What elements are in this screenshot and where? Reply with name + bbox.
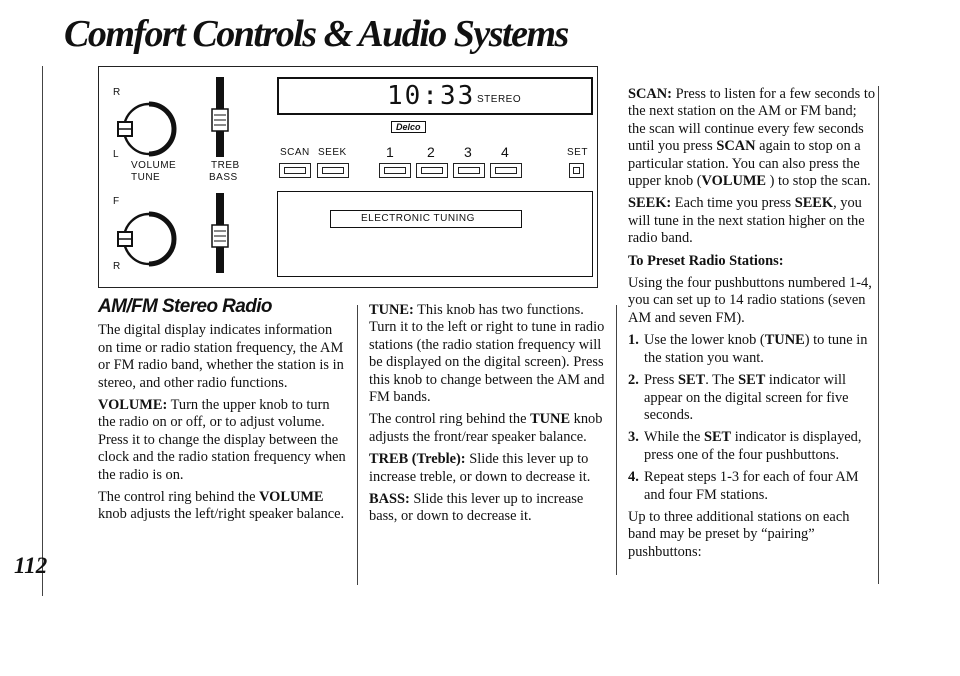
step-text-c: indicator is displayed, press one of the four pushbuttons. xyxy=(644,429,862,463)
volume-label: VOLUME xyxy=(131,160,177,171)
step-text-a: Press xyxy=(644,372,678,389)
step-text xyxy=(644,372,876,424)
scan-text-1: Press to listen for a few seconds to the next station on the AM or FM band; the scan will continue every few seconds until you press xyxy=(628,86,876,155)
step-number: 1. xyxy=(628,332,639,349)
bass-term: BASS: xyxy=(369,491,410,508)
bass-paragraph xyxy=(369,491,609,526)
step-item xyxy=(628,372,876,424)
step-term: SET xyxy=(677,372,706,389)
tune-knob xyxy=(113,203,183,273)
right-column xyxy=(628,86,876,566)
knob-label-l: L xyxy=(113,149,120,160)
step-number: 3. xyxy=(628,429,639,446)
left-margin-rule xyxy=(42,66,43,596)
bass-slider xyxy=(207,191,233,275)
preset-label-3: 3 xyxy=(464,144,473,160)
step-term: TUNE xyxy=(764,332,805,349)
step-text-e: indicator will appear on the digital screen for five seconds. xyxy=(644,372,849,423)
knob-label-r-bottom: R xyxy=(113,261,121,272)
bass-label: BASS xyxy=(209,172,238,183)
preset-button-4 xyxy=(490,163,522,178)
step-text: Repeat steps 1-3 for each of four AM and four FM stations. xyxy=(644,469,859,503)
cassette-door xyxy=(277,191,593,277)
preset-button-2 xyxy=(416,163,448,178)
fade-text-pre: The control ring behind the xyxy=(369,411,531,428)
tune-paragraph xyxy=(369,302,609,406)
balance-text-post: knob adjusts the left/right speaker balance. xyxy=(98,506,345,523)
clock-readout: 10:33 xyxy=(387,81,476,111)
seek-label: SEEK xyxy=(318,147,347,158)
scan-text-2: again to stop on a particular station. You can also press the upper knob ( xyxy=(628,138,861,190)
treble-paragraph xyxy=(369,451,609,486)
step-item xyxy=(628,469,876,504)
volume-term: VOLUME: xyxy=(98,397,168,414)
stereo-indicator: STEREO xyxy=(477,94,522,105)
fade-paragraph xyxy=(369,411,609,446)
scan-text-3: ) to stop the scan. xyxy=(766,173,871,190)
preset-heading: To Preset Radio Stations: xyxy=(628,252,784,269)
fade-text-post: knob adjusts the front/rear speaker balance. xyxy=(369,411,603,445)
treble-text: Slide this lever up to increase treble, or down to decrease it. xyxy=(369,451,591,485)
scan-paragraph xyxy=(628,86,876,190)
cassette-brand-label: ELECTRONIC TUNING xyxy=(361,213,475,224)
balance-text-pre: The control ring behind the xyxy=(98,489,260,506)
radio-illustration xyxy=(98,66,598,288)
step-text-c: ) to tune in the station you want. xyxy=(644,332,868,366)
tune-label: TUNE xyxy=(131,172,161,183)
volume-paragraph xyxy=(98,397,350,484)
step-text xyxy=(644,429,876,464)
seek-paragraph xyxy=(628,195,876,247)
set-button xyxy=(569,163,584,178)
balance-paragraph xyxy=(98,489,350,524)
tune-text: This knob has two functions. Turn it to the left or right to tune in radio stations (the radio station frequency will be displayed on the digital screen). Press this knob to change between the AM and FM bands. xyxy=(369,302,605,406)
tune-term: TUNE: xyxy=(369,302,414,318)
left-column xyxy=(98,298,350,529)
column-rule-1 xyxy=(357,305,358,585)
preset-button-1 xyxy=(379,163,411,178)
step-number: 2. xyxy=(628,372,639,389)
scan-button xyxy=(279,163,311,178)
seek-term-2: SEEK xyxy=(794,195,834,212)
page-number: 112 xyxy=(14,553,48,578)
volume-text: Turn the upper knob to turn the radio on or off, or to adjust volume. Press it to change the display between the clock and the radio station frequency when the radio is on. xyxy=(98,397,346,483)
middle-column xyxy=(369,302,609,531)
step-text xyxy=(644,332,876,367)
scan-term-3: VOLUME xyxy=(701,173,767,190)
step-item xyxy=(628,332,876,367)
section-heading: AM/FM Stereo Radio xyxy=(98,296,272,317)
preset-label-1: 1 xyxy=(386,144,395,160)
balance-term: VOLUME xyxy=(259,489,324,506)
seek-term: SEEK: xyxy=(628,195,672,212)
treb-label: TREB xyxy=(211,160,240,171)
intro-paragraph: The digital display indicates information on time or radio station frequency, the AM or FM radio band, whether the station is in stereo, and other radio functions. xyxy=(98,322,344,391)
step-term: SET xyxy=(703,429,732,446)
step-term-2: SET xyxy=(738,372,766,389)
display-screen xyxy=(277,77,593,115)
seek-button xyxy=(317,163,349,178)
step-text-a: While the xyxy=(644,429,704,446)
page-title: Comfort Controls & Audio Systems xyxy=(64,13,568,55)
preset-label-2: 2 xyxy=(427,144,436,160)
knob-label-f: F xyxy=(113,196,120,207)
preset-intro: Using the four pushbuttons numbered 1-4, you can set up to 14 radio stations (seven AM and seven FM). xyxy=(628,275,872,326)
seek-text-1: Each time you press xyxy=(671,195,795,212)
set-label: SET xyxy=(567,147,588,158)
step-text-c: . The xyxy=(705,372,739,389)
brand-logo: Delco xyxy=(391,121,426,133)
treble-slider xyxy=(207,75,233,159)
scan-term: SCAN: xyxy=(628,86,672,102)
treble-term: TREB (Treble): xyxy=(369,451,466,468)
volume-knob xyxy=(113,93,183,163)
scan-label: SCAN xyxy=(280,147,310,158)
right-edge-rule xyxy=(878,86,879,584)
step-text-a: Use the lower knob ( xyxy=(644,332,765,349)
cassette-slot xyxy=(330,210,522,228)
step-item xyxy=(628,429,876,464)
closing-paragraph: Up to three additional stations on each band may be preset by “pairing” pushbuttons: xyxy=(628,508,850,560)
scan-term-2: SCAN xyxy=(716,138,756,155)
knob-label-r-top: R xyxy=(113,87,121,98)
preset-button-3 xyxy=(453,163,485,178)
step-number: 4. xyxy=(628,469,639,486)
column-rule-2 xyxy=(616,305,617,575)
seek-text-2: , you will tune in the next station higher on the radio band. xyxy=(628,195,865,247)
bass-text: Slide this lever up to increase bass, or down to decrease it. xyxy=(369,491,584,525)
preset-label-4: 4 xyxy=(501,144,510,160)
fade-term: TUNE xyxy=(530,411,571,428)
